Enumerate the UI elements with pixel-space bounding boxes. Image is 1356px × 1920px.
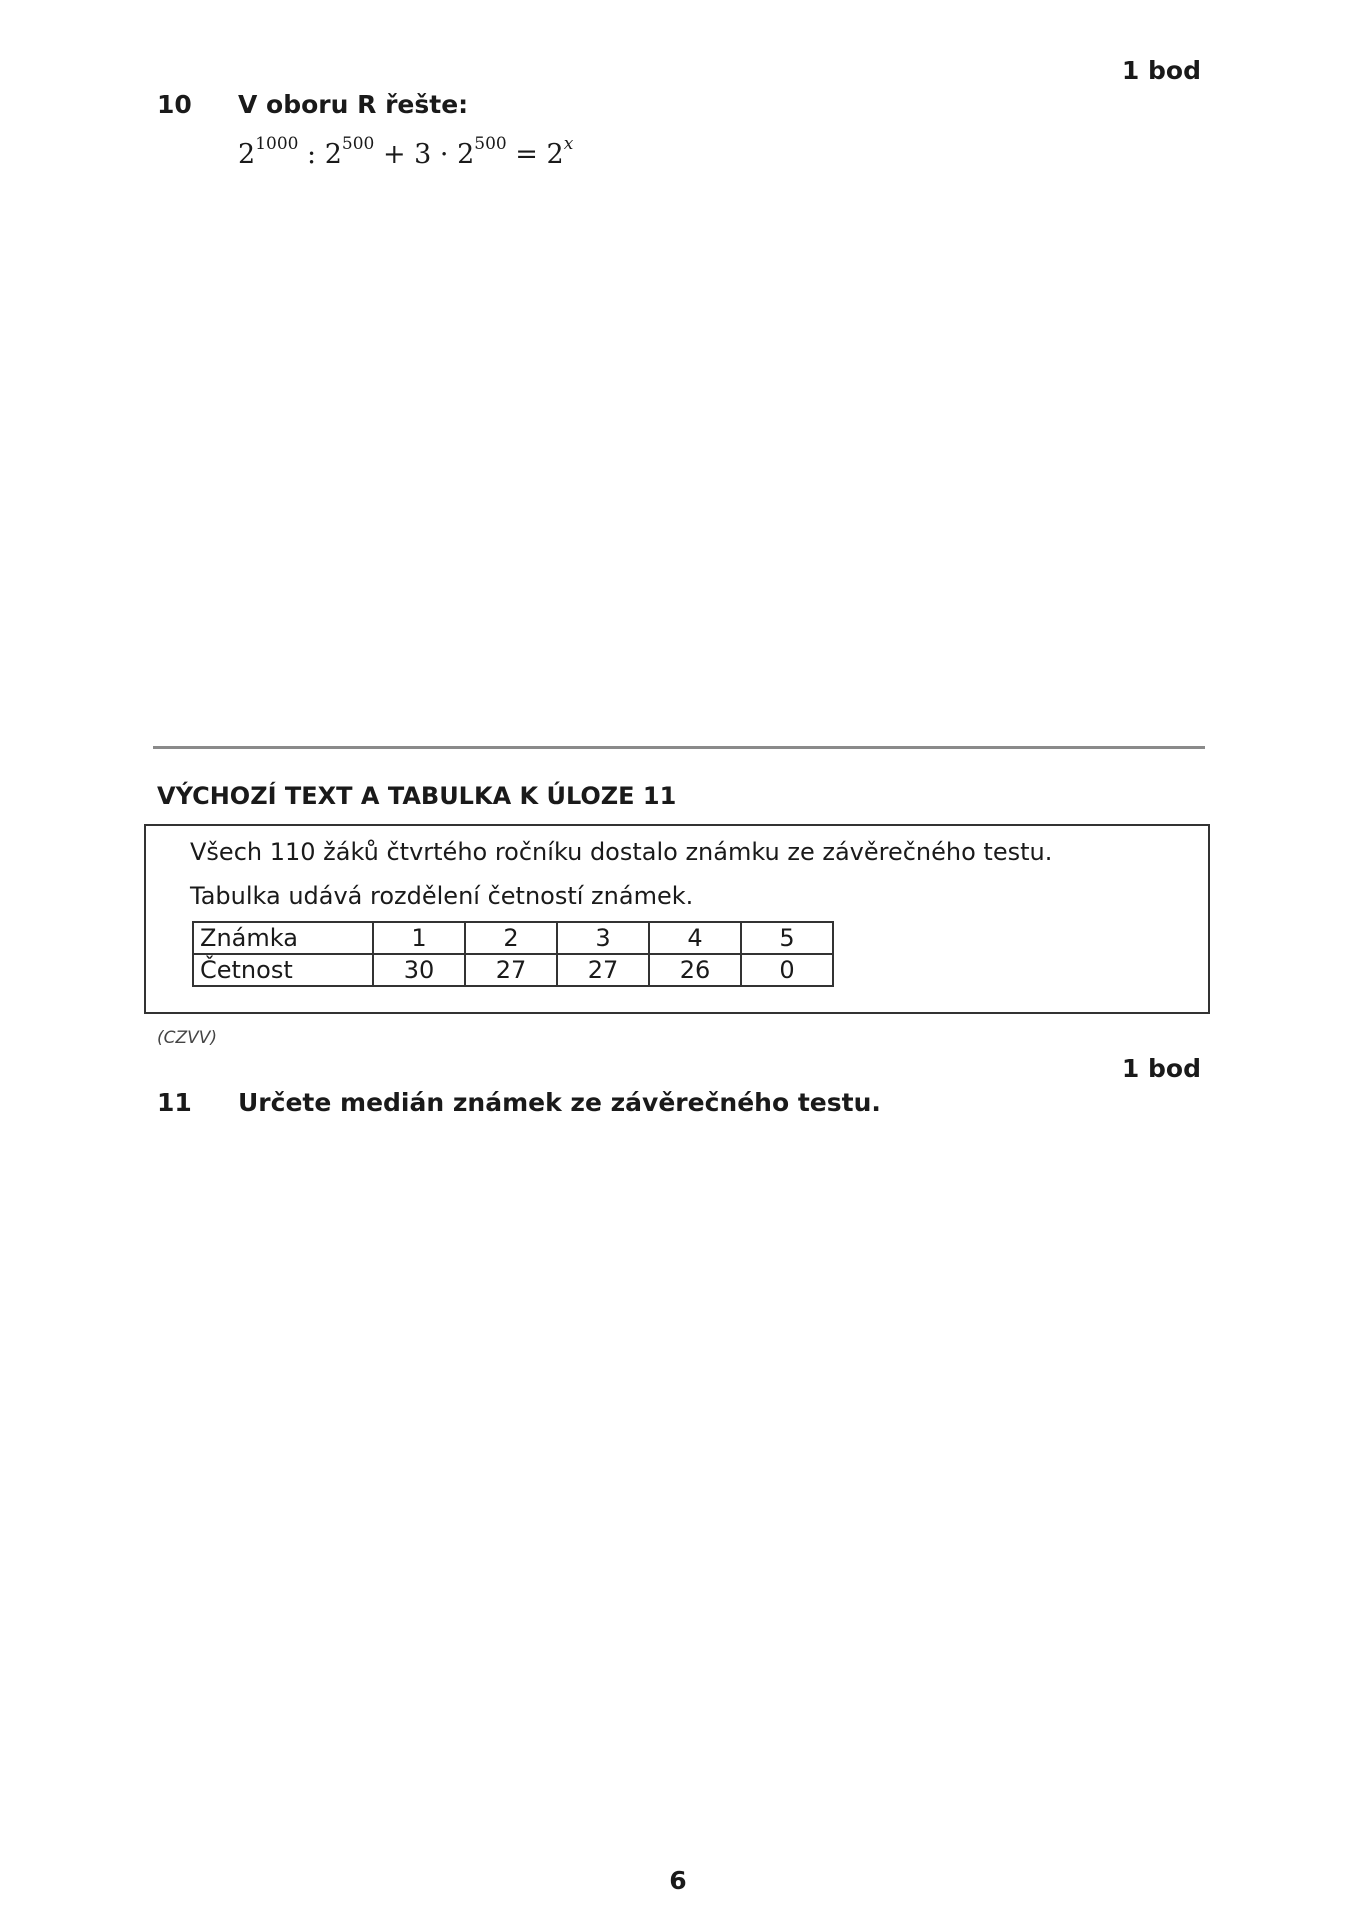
table-cell: 1 <box>373 922 465 954</box>
eq-exp3: 500 <box>474 134 507 154</box>
eq-op2: + 3 · <box>374 139 458 170</box>
table-cell: 2 <box>465 922 557 954</box>
table-row-label: Četnost <box>193 954 373 986</box>
table-cell: 4 <box>649 922 741 954</box>
table-cell: 27 <box>465 954 557 986</box>
eq-op1: : <box>298 139 325 170</box>
page-number: 6 <box>669 1866 687 1895</box>
task10-number: 10 <box>157 90 192 119</box>
source-text-line2: Tabulka udává rozdělení četností známek. <box>190 882 694 910</box>
eq-exp4: x <box>563 134 574 154</box>
task11-prompt: Určete medián známek ze závěrečného testu. <box>238 1088 881 1117</box>
table-row <box>193 922 833 954</box>
eq-exp1: 1000 <box>255 134 299 154</box>
eq-base3: 2 <box>457 139 475 170</box>
task10-equation <box>238 134 574 170</box>
table-cell: 5 <box>741 922 833 954</box>
source-credit: (CZVV) <box>157 1028 218 1048</box>
eq-exp2: 500 <box>341 134 375 154</box>
section-title: VÝCHOZÍ TEXT A TABULKA K ÚLOZE 11 <box>157 782 677 810</box>
table-cell: 27 <box>557 954 649 986</box>
eq-base1: 2 <box>238 139 256 170</box>
task10-prompt: V oboru R řešte: <box>238 90 469 119</box>
eq-op3: = <box>506 139 547 170</box>
table-cell: 26 <box>649 954 741 986</box>
task11-points: 1 bod <box>1121 1054 1201 1083</box>
section-divider <box>153 746 1205 749</box>
table-cell: 0 <box>741 954 833 986</box>
task10-points: 1 bod <box>1121 56 1201 85</box>
frequency-table <box>192 921 834 987</box>
table-cell: 3 <box>557 922 649 954</box>
table-cell: 30 <box>373 954 465 986</box>
source-text-box <box>144 824 1210 1014</box>
source-text-line1: Všech 110 žáků čtvrtého ročníku dostalo známku ze závěrečného testu. <box>190 838 1053 866</box>
eq-base4: 2 <box>546 139 564 170</box>
task11-number: 11 <box>157 1088 192 1117</box>
table-row-label: Známka <box>193 922 373 954</box>
table-row <box>193 954 833 986</box>
eq-base2: 2 <box>324 139 342 170</box>
